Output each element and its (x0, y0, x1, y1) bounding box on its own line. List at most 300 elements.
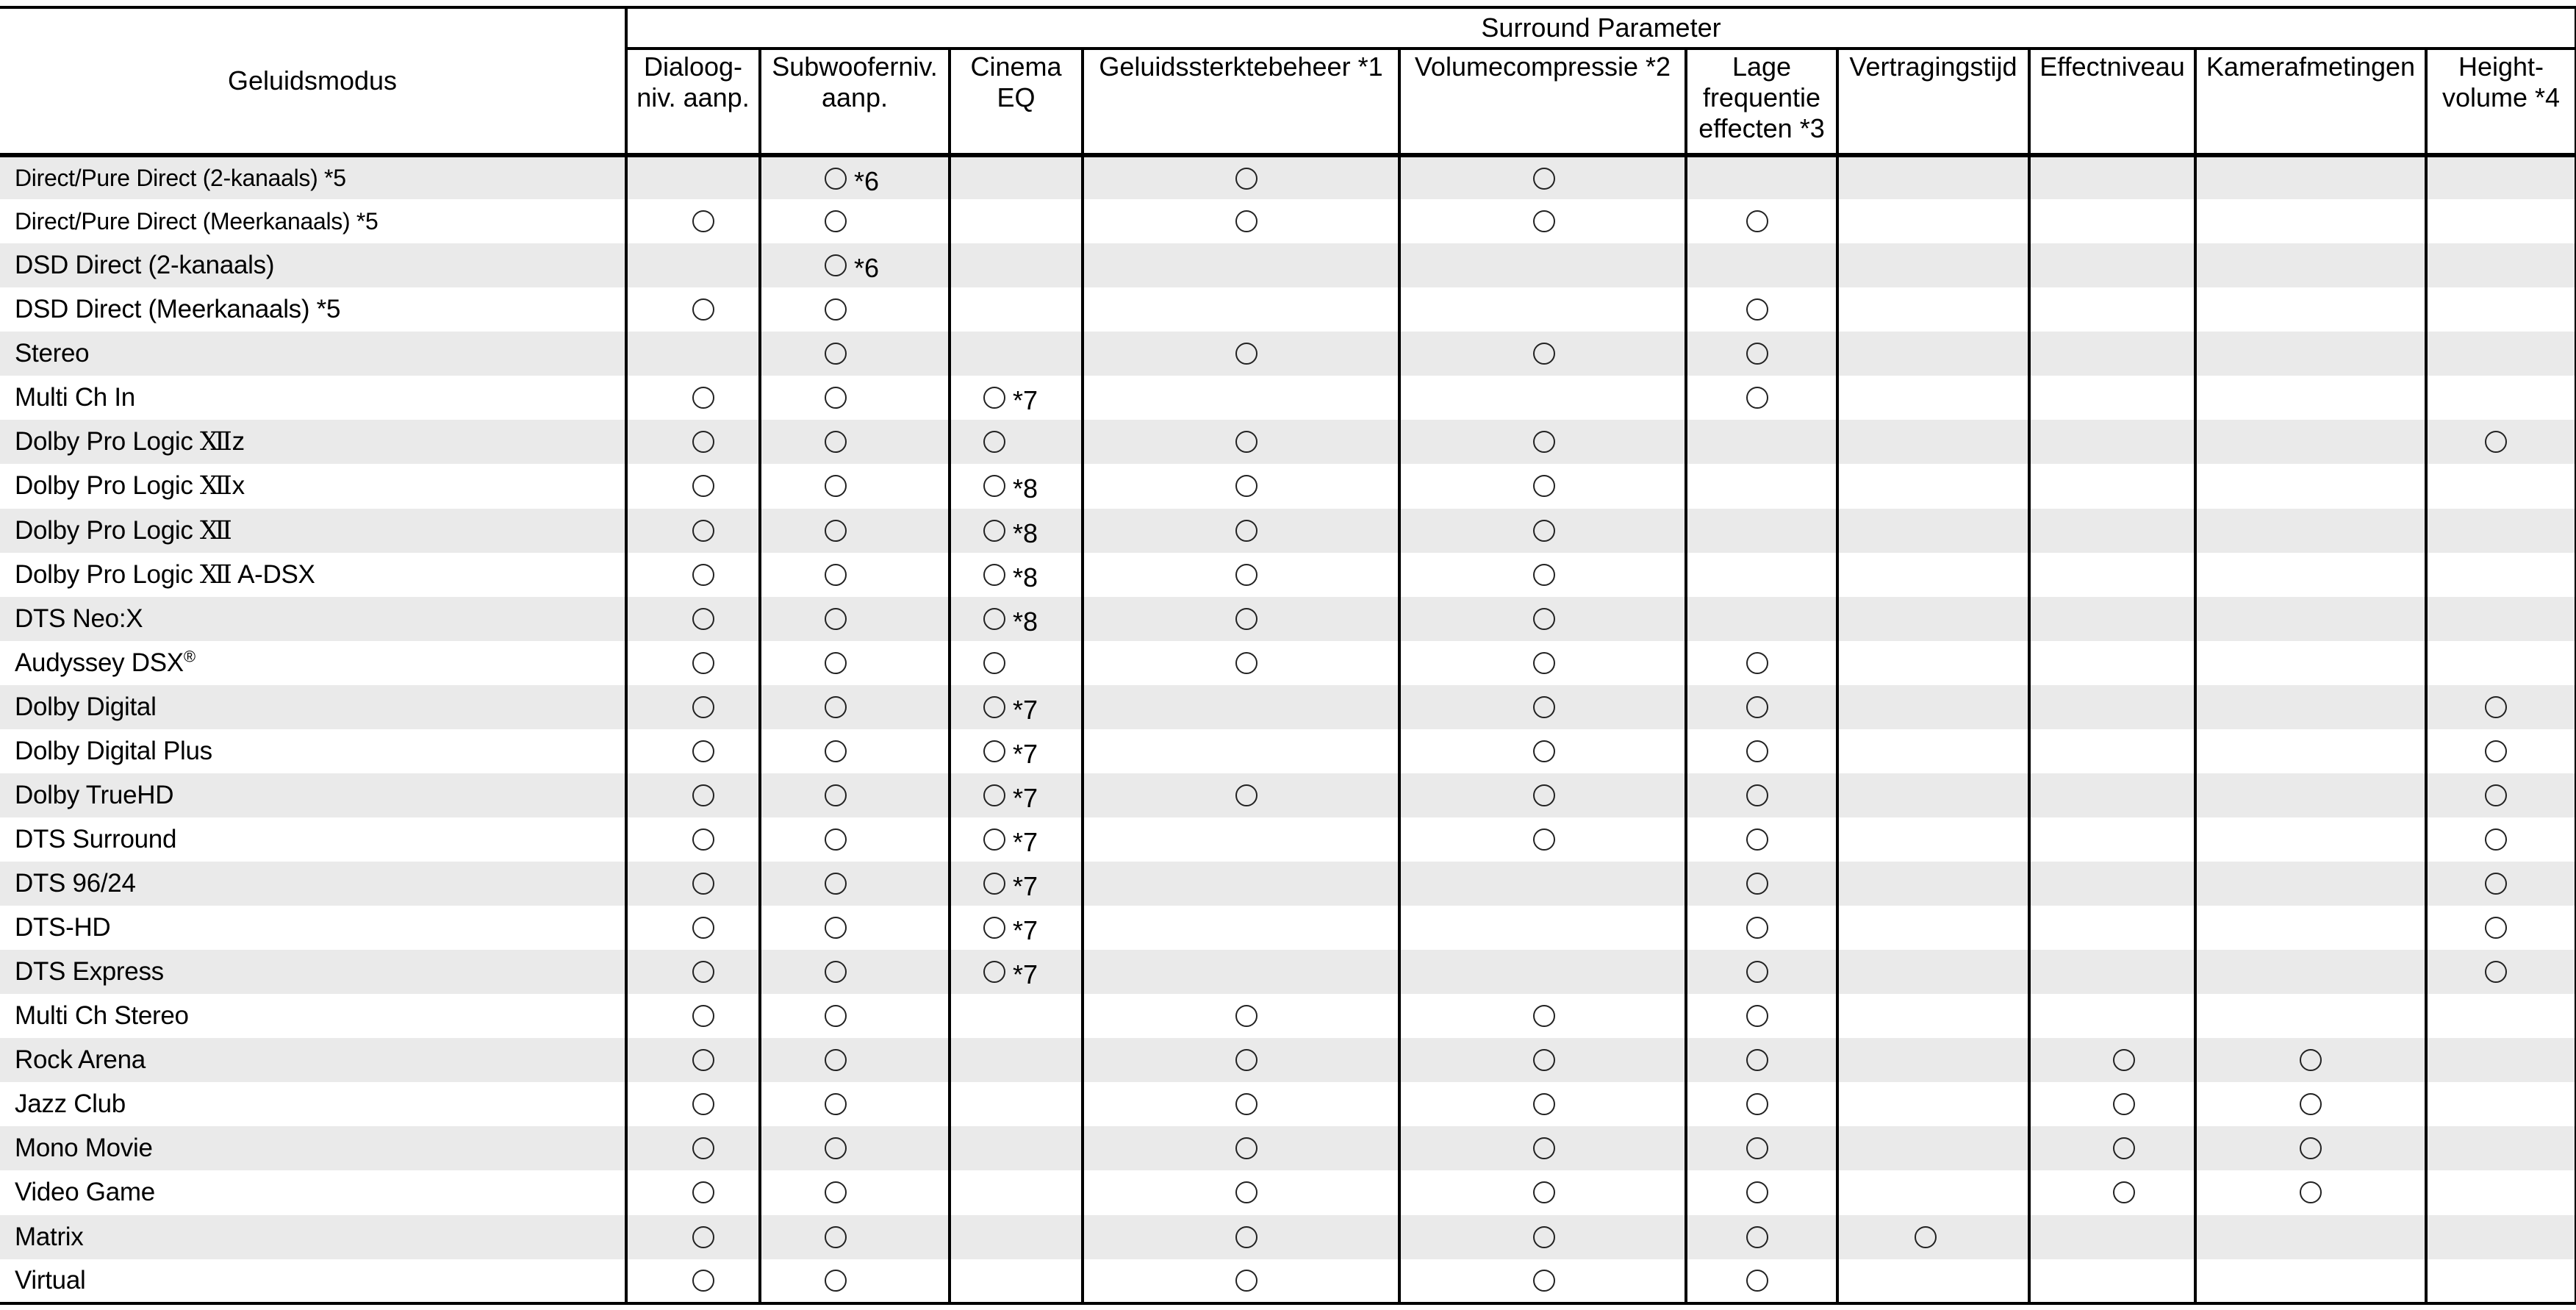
table-row (0, 509, 2576, 553)
available-circle-icon (1533, 1181, 1555, 1203)
parameter-cell (1686, 994, 1837, 1038)
parameter-cell (760, 862, 950, 906)
availability-mark (825, 1093, 847, 1115)
sound-mode-label: Virtual (15, 1265, 86, 1295)
parameter-cell (1399, 376, 1686, 420)
availability-mark (825, 564, 847, 586)
availability-mark (1746, 210, 1768, 232)
availability-mark (2485, 784, 2507, 806)
parameter-cell (2195, 553, 2426, 597)
parameter-cell (1083, 420, 1399, 464)
sound-mode-name (0, 729, 626, 773)
availability-mark (983, 652, 1005, 674)
parameter-cell (1083, 1215, 1399, 1259)
availability-mark (2113, 1049, 2135, 1071)
parameter-cell (626, 862, 760, 906)
parameter-cell (626, 1259, 760, 1303)
parameter-cell (626, 509, 760, 553)
parameter-cell (2029, 464, 2195, 508)
available-circle-icon (2113, 1093, 2135, 1115)
parameter-cell (2029, 332, 2195, 376)
available-circle-icon (825, 696, 847, 718)
availability-mark (983, 912, 1038, 946)
parameter-cell (1686, 906, 1837, 950)
sound-mode-label: Direct/Pure Direct (Meerkanaals) *5 (15, 207, 378, 235)
parameter-cell (2029, 641, 2195, 685)
availability-mark (1533, 696, 1555, 718)
parameter-cell (1686, 817, 1837, 862)
availability-mark (692, 608, 714, 630)
table-row (0, 1170, 2576, 1214)
available-circle-icon (825, 168, 847, 190)
parameter-cell (2029, 1259, 2195, 1303)
column-header-2 (760, 49, 950, 155)
availability-mark (1235, 608, 1257, 630)
table-row (0, 994, 2576, 1038)
sound-mode-name (0, 906, 626, 950)
available-circle-icon (983, 961, 1005, 983)
parameter-cell (760, 906, 950, 950)
sound-mode-label: Rock Arena (15, 1045, 146, 1075)
available-circle-icon (1746, 784, 1768, 806)
column-header-line: aanp. (821, 82, 889, 112)
parameter-cell (1686, 1259, 1837, 1303)
availability-mark (2485, 696, 2507, 718)
parameter-cell (2195, 287, 2426, 332)
parameter-cell (760, 287, 950, 332)
parameter-cell (1837, 994, 2029, 1038)
availability-mark (1746, 1226, 1768, 1248)
available-circle-icon (983, 917, 1005, 939)
sound-mode-name (0, 1038, 626, 1082)
parameter-cell (2426, 376, 2576, 420)
parameter-cell (1837, 729, 2029, 773)
available-circle-icon (1533, 1049, 1555, 1071)
sound-mode-label: Matrix (15, 1222, 84, 1251)
availability-mark (692, 917, 714, 939)
available-circle-icon (1533, 1137, 1555, 1159)
availability-mark (692, 961, 714, 983)
footnote-reference: *8 (1013, 562, 1038, 593)
available-circle-icon (1235, 1181, 1257, 1203)
available-circle-icon (1235, 475, 1257, 497)
availability-mark (692, 1049, 714, 1071)
table-row (0, 464, 2576, 508)
sound-mode-label: DTS-HD (15, 913, 111, 942)
table-row (0, 950, 2576, 994)
available-circle-icon (1533, 475, 1555, 497)
parameter-cell (626, 817, 760, 862)
parameter-cell (1399, 817, 1686, 862)
parameter-cell (626, 906, 760, 950)
sound-mode-label: Dolby Digital Plus (15, 736, 212, 765)
available-circle-icon (1533, 784, 1555, 806)
availability-mark (825, 298, 847, 321)
column-header-line: EQ (997, 82, 1036, 112)
table-row (0, 155, 2576, 199)
sound-mode-name (0, 420, 626, 464)
parameter-cell (1686, 553, 1837, 597)
available-circle-icon (825, 828, 847, 851)
parameter-cell (2029, 1038, 2195, 1082)
footnote-reference: *7 (1013, 694, 1038, 725)
availability-mark (1533, 1226, 1555, 1248)
availability-mark (825, 431, 847, 453)
available-circle-icon (1746, 652, 1768, 674)
parameter-cell (1399, 155, 1686, 199)
parameter-cell (2029, 906, 2195, 950)
availability-mark (692, 475, 714, 497)
available-circle-icon (692, 1049, 714, 1071)
parameter-cell (1837, 1259, 2029, 1303)
availability-mark (1533, 1137, 1555, 1159)
available-circle-icon (825, 873, 847, 895)
parameter-cell (2426, 1038, 2576, 1082)
parameter-cell (626, 1170, 760, 1214)
available-circle-icon (1746, 917, 1768, 939)
available-circle-icon (692, 961, 714, 983)
availability-mark (1533, 1270, 1555, 1292)
table-row (0, 1038, 2576, 1082)
availability-mark (2300, 1093, 2322, 1115)
table-row (0, 1259, 2576, 1303)
available-circle-icon (692, 1226, 714, 1248)
available-circle-icon (692, 740, 714, 762)
parameter-cell (1399, 553, 1686, 597)
availability-mark (692, 652, 714, 674)
available-circle-icon (983, 696, 1005, 718)
parameter-cell (2195, 729, 2426, 773)
parameter-cell (1399, 1170, 1686, 1214)
available-circle-icon (1746, 298, 1768, 321)
table-row (0, 1126, 2576, 1170)
sound-mode-name (0, 1082, 626, 1126)
parameter-cell (1083, 994, 1399, 1038)
available-circle-icon (983, 784, 1005, 806)
parameter-cell (1083, 641, 1399, 685)
available-circle-icon (1915, 1226, 1937, 1248)
parameter-cell (2426, 420, 2576, 464)
availability-mark (1235, 564, 1257, 586)
parameter-cell (1837, 287, 2029, 332)
available-circle-icon (983, 475, 1005, 497)
column-header-3 (950, 49, 1083, 155)
available-circle-icon (1533, 696, 1555, 718)
parameter-cell (760, 1259, 950, 1303)
parameter-cell (2426, 243, 2576, 287)
available-circle-icon (1533, 168, 1555, 190)
parameter-cell (760, 1038, 950, 1082)
parameter-cell (950, 464, 1083, 508)
column-header-5 (1399, 49, 1686, 155)
parameter-cell (1399, 950, 1686, 994)
parameter-cell (1686, 950, 1837, 994)
parameter-cell (2029, 685, 2195, 729)
available-circle-icon (825, 387, 847, 409)
available-circle-icon (1235, 431, 1257, 453)
availability-mark (825, 387, 847, 409)
availability-mark (825, 210, 847, 232)
availability-mark (983, 692, 1038, 723)
availability-mark (1533, 431, 1555, 453)
availability-mark (825, 520, 847, 542)
available-circle-icon (692, 475, 714, 497)
sound-mode-label: Audyssey DSX® (15, 647, 195, 677)
available-circle-icon (1746, 1181, 1768, 1203)
parameter-cell (1083, 685, 1399, 729)
sound-mode-label: DTS 96/24 (15, 869, 136, 898)
parameter-cell (760, 641, 950, 685)
sound-mode-label: Dolby Pro Logic Ⅻ A-DSX (15, 559, 315, 590)
parameter-cell (950, 1126, 1083, 1170)
parameter-cell (1399, 773, 1686, 817)
parameter-cell (1083, 817, 1399, 862)
parameter-cell (1083, 597, 1399, 641)
parameter-cell (1399, 464, 1686, 508)
parameter-cell (1083, 199, 1399, 243)
footnote-reference: *8 (1013, 473, 1038, 504)
availability-mark (1533, 828, 1555, 851)
parameter-cell (2426, 817, 2576, 862)
parameter-cell (760, 773, 950, 817)
available-circle-icon (1746, 343, 1768, 365)
parameter-cell (760, 950, 950, 994)
parameter-cell (1837, 509, 2029, 553)
available-circle-icon (983, 828, 1005, 851)
parameter-cell (626, 420, 760, 464)
sound-mode-label: Dolby Pro Logic Ⅻx (15, 471, 245, 501)
parameter-cell (1083, 906, 1399, 950)
sound-mode-name (0, 950, 626, 994)
parameter-cell (950, 376, 1083, 420)
parameter-cell (1686, 509, 1837, 553)
parameter-cell (950, 553, 1083, 597)
parameter-cell (2029, 1126, 2195, 1170)
availability-mark (1533, 168, 1555, 190)
parameter-cell (1837, 1038, 2029, 1082)
parameter-cell (1837, 464, 2029, 508)
parameter-cell (1083, 464, 1399, 508)
parameter-cell (626, 1215, 760, 1259)
availability-mark (2485, 917, 2507, 939)
column-header-6 (1686, 49, 1837, 155)
parameter-cell (1083, 862, 1399, 906)
sound-mode-name (0, 332, 626, 376)
parameter-cell (2029, 597, 2195, 641)
mode-header-label: Geluidsmodus (227, 65, 398, 96)
parameter-cell (626, 950, 760, 994)
parameter-cell (1686, 597, 1837, 641)
availability-mark (1235, 168, 1257, 190)
column-header-line: Volumecompressie *2 (1414, 51, 1671, 82)
parameter-cell (2426, 509, 2576, 553)
available-circle-icon (825, 1226, 847, 1248)
parameter-cell (2029, 199, 2195, 243)
parameter-cell (1083, 509, 1399, 553)
parameter-cell (1399, 862, 1686, 906)
available-circle-icon (825, 475, 847, 497)
availability-mark (692, 298, 714, 321)
availability-mark (1533, 343, 1555, 365)
parameter-cell (2426, 155, 2576, 199)
sound-mode-name (0, 994, 626, 1038)
parameter-cell (2029, 1082, 2195, 1126)
available-circle-icon (2113, 1049, 2135, 1071)
availability-mark (1533, 652, 1555, 674)
parameter-cell (2426, 287, 2576, 332)
available-circle-icon (2485, 917, 2507, 939)
parameter-cell (1399, 1082, 1686, 1126)
availability-mark (1235, 1181, 1257, 1203)
availability-mark (1533, 1005, 1555, 1027)
sound-mode-name (0, 685, 626, 729)
parameter-cell (1686, 376, 1837, 420)
availability-mark (2485, 873, 2507, 895)
availability-mark (2113, 1181, 2135, 1203)
parameter-cell (2029, 950, 2195, 994)
available-circle-icon (2113, 1137, 2135, 1159)
parameter-cell (1399, 287, 1686, 332)
parameter-cell (1686, 862, 1837, 906)
available-circle-icon (1533, 431, 1555, 453)
availability-mark (1235, 520, 1257, 542)
parameter-cell (950, 1170, 1083, 1214)
available-circle-icon (983, 652, 1005, 674)
available-circle-icon (692, 873, 714, 895)
footnote-reference: *8 (1013, 518, 1038, 548)
sound-mode-name (0, 199, 626, 243)
parameter-cell (950, 1215, 1083, 1259)
table-row (0, 906, 2576, 950)
parameter-cell (1399, 641, 1686, 685)
sound-mode-label: Mono Movie (15, 1134, 153, 1163)
availability-mark (692, 696, 714, 718)
parameter-cell (2426, 199, 2576, 243)
parameter-cell (2195, 1259, 2426, 1303)
parameter-cell (2426, 729, 2576, 773)
available-circle-icon (983, 740, 1005, 762)
availability-mark (692, 1005, 714, 1027)
parameter-cell (1686, 1215, 1837, 1259)
available-circle-icon (983, 387, 1005, 409)
availability-mark (692, 520, 714, 542)
footnote-reference: *7 (1013, 871, 1038, 902)
available-circle-icon (2485, 431, 2507, 453)
availability-mark (2485, 961, 2507, 983)
sound-mode-label: Stereo (15, 339, 90, 368)
availability-mark (1746, 696, 1768, 718)
availability-mark (1235, 1049, 1257, 1071)
available-circle-icon (825, 1137, 847, 1159)
sound-mode-name (0, 1126, 626, 1170)
parameter-cell (2195, 994, 2426, 1038)
available-circle-icon (825, 917, 847, 939)
available-circle-icon (1533, 1093, 1555, 1115)
parameter-cell (760, 420, 950, 464)
available-circle-icon (825, 784, 847, 806)
parameter-cell (2195, 1038, 2426, 1082)
available-circle-icon (825, 431, 847, 453)
column-header-7 (1837, 49, 2029, 155)
available-circle-icon (2485, 828, 2507, 851)
sound-mode-name (0, 287, 626, 332)
available-circle-icon (983, 608, 1005, 630)
parameter-cell (1837, 1082, 2029, 1126)
parameter-cell (760, 199, 950, 243)
column-header-line: volume *4 (2442, 82, 2561, 112)
table-row (0, 287, 2576, 332)
available-circle-icon (1746, 828, 1768, 851)
parameter-cell (950, 906, 1083, 950)
availability-mark (2300, 1137, 2322, 1159)
parameter-cell (950, 332, 1083, 376)
available-circle-icon (692, 210, 714, 232)
parameter-cell (2426, 773, 2576, 817)
parameter-cell (760, 597, 950, 641)
availability-mark (1746, 1181, 1768, 1203)
sound-mode-label: Dolby TrueHD (15, 780, 174, 809)
availability-mark (1235, 210, 1257, 232)
availability-mark (983, 868, 1038, 902)
available-circle-icon (2300, 1049, 2322, 1071)
available-circle-icon (1533, 740, 1555, 762)
availability-mark (1235, 343, 1257, 365)
parameter-cell (950, 287, 1083, 332)
available-circle-icon (1746, 1005, 1768, 1027)
parameter-cell (1686, 332, 1837, 376)
parameter-cell (1837, 817, 2029, 862)
available-circle-icon (1746, 961, 1768, 983)
parameter-cell (2029, 817, 2195, 862)
parameter-cell (2195, 1170, 2426, 1214)
parameter-cell (2426, 332, 2576, 376)
column-header-line: frequentie (1702, 82, 1821, 112)
availability-mark (692, 1270, 714, 1292)
available-circle-icon (1533, 210, 1555, 232)
available-circle-icon (1533, 1270, 1555, 1292)
column-header-line: Subwooferniv. (772, 51, 938, 82)
parameter-cell (1686, 773, 1837, 817)
parameter-cell (626, 1082, 760, 1126)
sound-mode-name (0, 1215, 626, 1259)
available-circle-icon (1746, 210, 1768, 232)
parameter-cell (950, 729, 1083, 773)
column-header-line: Kamerafmetingen (2206, 51, 2416, 82)
parameter-cell (1399, 243, 1686, 287)
available-circle-icon (692, 1137, 714, 1159)
available-circle-icon (1235, 784, 1257, 806)
availability-mark (1533, 784, 1555, 806)
table-row (0, 685, 2576, 729)
available-circle-icon (825, 1270, 847, 1292)
parameter-cell (1083, 376, 1399, 420)
availability-mark (692, 387, 714, 409)
availability-mark (692, 873, 714, 895)
sound-mode-name (0, 464, 626, 508)
parameter-cell (1837, 199, 2029, 243)
column-header-line: Dialoog- (643, 51, 743, 82)
parameter-cell (2195, 817, 2426, 862)
availability-mark (692, 1093, 714, 1115)
available-circle-icon (692, 608, 714, 630)
availability-mark (825, 696, 847, 718)
parameter-cell (760, 729, 950, 773)
available-circle-icon (1746, 387, 1768, 409)
parameter-cell (950, 597, 1083, 641)
availability-mark (2485, 828, 2507, 851)
parameter-cell (2426, 1170, 2576, 1214)
parameter-cell (2426, 464, 2576, 508)
